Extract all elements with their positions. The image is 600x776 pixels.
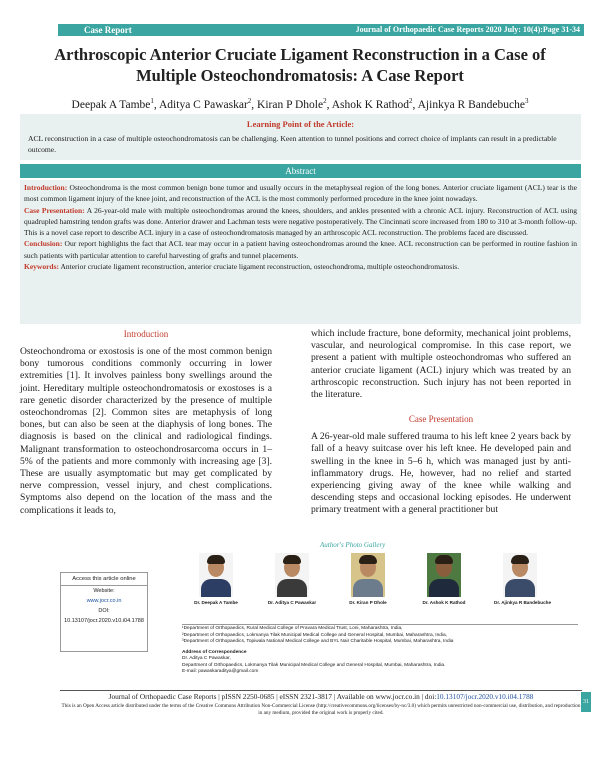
affiliations bbox=[182, 624, 578, 676]
abstract-heading: Abstract bbox=[20, 164, 581, 178]
correspondence-name: Dr. Aditya C Pawaskar, bbox=[182, 656, 231, 661]
page-number: 31 bbox=[581, 692, 591, 712]
author-photo bbox=[494, 553, 552, 605]
introduction-text: Osteochondroma or exostosis is one of the most common benign bony tumorous conditions commonly occurring in lower extremities [1]. It involves painless bony swellings around the joint. Hereditary multiple osteochondromatosis or exostoses is a rare genetic disorder characterized by the presence of multiple osteochondromas [2]. Common sites are metaphysis of long bones, but can also be seen at the diaphysis of long bones. The diagnosis is based on the clinical and radiological findings. Malignant transformation to osteochondrosarcoma occurs in 1–5% of the patients and more commonly with increasing age [3]. These are usually asymptomatic but may get complicated by nerve compression, vessel injury, and chest complications. Symptoms also depend on the location of the mass and the complications it leads to, bbox=[20, 346, 272, 516]
footer-divider bbox=[60, 690, 582, 691]
author-name: Aditya C Pawaskar bbox=[159, 98, 248, 111]
author-photo bbox=[190, 553, 242, 605]
author-portrait bbox=[275, 553, 309, 597]
access-heading: Access this article online bbox=[61, 573, 147, 586]
author-portrait bbox=[351, 553, 385, 597]
author-affil: 2 bbox=[247, 97, 252, 105]
abstract-conclusion-label: Conclusion: bbox=[24, 239, 63, 249]
website-link[interactable]: www.jocr.co.in bbox=[86, 598, 122, 604]
author-portrait bbox=[503, 553, 537, 597]
affiliation-line: ¹Department of Orthopaedics, Rural Medical College of Pravara Medical Trust, Loni, Maharashtra, India, bbox=[182, 626, 403, 631]
photo-caption: Dr. Kiran P Dhole bbox=[349, 600, 387, 605]
introduction-continued: which include fracture, bone deformity, mechanical joint problems, vascular, and neurological compromise. In this case report, we present a patient with multiple osteochondromas who suffered an anterior cruciate ligament (ACL) injury which was treated by an arthroscopic reconstruction. Such injury has not been reported in the literature. bbox=[311, 328, 571, 401]
affiliation-line: ²Department of Orthopaedics, Lokmanya Tilak Municipal Medical College and General Hospital, Mumbai, Maharashtra, India, bbox=[182, 632, 448, 638]
abstract-case-label: Case Presentation: bbox=[24, 205, 85, 215]
photo-gallery-label: Author's Photo Gallery bbox=[320, 541, 386, 549]
abstract-conclusion-text: Our report highlights the fact that ACL tear may occur in a patient having osteochondromas around the knee. ACL reconstruction can be performed in routine fashion in such patients with particular attention to careful harvesting of grafts and tunnel placements. bbox=[24, 239, 577, 260]
author-name: Ashok K Rathod bbox=[331, 98, 409, 111]
abstract-case-text: A 26-year-old male with multiple osteochondromas around the knees, shoulders, and ankles presented with a chronic ACL injury. Reconstruction of ACL using quadrupled hamstring tendon grafts was done. Anterior drawer and Lachman tests were negative postoperatively. The Cincinnati score increased from 180 to 310 at 3-month follow-up. This is a novel case report to describe ACL injury in a case of osteochondromatosis managed by an arthroscopic ACL reconstruction. The problems faced are discussed. bbox=[24, 205, 577, 238]
author-photo bbox=[342, 553, 394, 605]
correspondence-address: Department of Orthopaedics, Lokmanya Tilak Municipal Medical College and General Hospital, Mumbai, Maharashtra, India. bbox=[182, 662, 446, 668]
learning-point-text: ACL reconstruction in a case of multiple osteochondromatosis can be challenging. Keen attention to tunnel positions and correct choice of implants can result in a predictable outcome. bbox=[28, 134, 557, 154]
author-portrait bbox=[427, 553, 461, 597]
photo-caption: Dr. Ajinkya R Bandebuche bbox=[494, 600, 552, 605]
author-list: Deepak A Tambe$^1$, Aditya C Pawaskar$^2$, Kiran P Dhole$^2$, Ashok K Rathod$^2$, Ajinkya R Bandebuche$^3$ bbox=[71, 97, 529, 111]
author-photo bbox=[266, 553, 318, 605]
photo-caption: Dr. Aditya C Pawaskar bbox=[267, 600, 317, 605]
doi-label: DOI: bbox=[98, 608, 110, 614]
author-affil: 2 bbox=[409, 97, 413, 105]
author-affil: 2 bbox=[323, 97, 327, 105]
case-presentation-text: A 26-year-old male suffered trauma to his left knee 2 years back by fall of a heavy suitcase over his left knee. He developed pain and swelling in the knee in 5–6 h, which was managed just by anti-inflammatory drugs. He, however, had no relief and started experiencing giving away of the knee while walking and descending steps and occasional locking episodes. He underwent primary treatment with a general practitioner but bbox=[311, 431, 571, 516]
abstract-body bbox=[20, 180, 581, 324]
footer-citation bbox=[60, 692, 582, 702]
keywords-label: Keywords: bbox=[24, 262, 59, 272]
learning-point-heading: Learning Point of the Article: bbox=[246, 119, 355, 129]
article-type-badge: Case Report bbox=[84, 25, 132, 35]
author-photos bbox=[190, 553, 570, 617]
author-photo bbox=[418, 553, 470, 605]
case-presentation-heading: Case Presentation bbox=[408, 414, 474, 425]
doi-value[interactable]: 10.13107/jocr.2020.v10.i04.1788 bbox=[64, 618, 144, 624]
learning-point-box bbox=[20, 114, 581, 160]
website-label: Website: bbox=[93, 588, 115, 594]
footer-journal-info: Journal of Orthopaedic Case Reports | pISSN 2250-0685 | eISSN 2321-3817 | Available on www.jocr.co.in | doi: bbox=[108, 692, 437, 701]
left-column bbox=[20, 328, 272, 517]
photo-caption: Dr. Ashok K Rathod bbox=[422, 600, 466, 605]
abstract-intro-text: Osteochondroma is the most common benign bone tumor and usually occurs in the metaphyseal region of the long bones. Anterior cruciate ligament (ACL) tear is the most common ligament injury of the knee joint, and reconstruction of the ACL is the most commonly performed procedure in the knee joint nowadays. bbox=[24, 183, 577, 204]
correspondence-email[interactable]: E-mail: pawaskaraditya@gmail.com bbox=[182, 669, 259, 674]
right-column bbox=[311, 328, 571, 517]
author-name: Kiran P Dhole bbox=[257, 98, 324, 111]
author-affil: 1 bbox=[150, 97, 154, 105]
author-portrait bbox=[199, 553, 233, 597]
access-article-box bbox=[60, 572, 148, 652]
footer-license: This is an Open Access article distributed under the terms of the Creative Commons Attribution Non-Commercial License (http://creativecommons.org/licenses/by-nc/3.0) which permits unrestricted non-commercial use, distribution, and reproduction in any medium, provided the original work is properly cited. bbox=[61, 703, 581, 716]
correspondence-heading: Address of Correspondence bbox=[182, 649, 247, 655]
header-bar bbox=[58, 24, 584, 36]
affiliation-line: ³Department of Orthopaedics, Topiwala National Medical College and BYL Nair Charitable Hospital, Mumbai, Maharashtra, India bbox=[182, 639, 454, 644]
article-title: Arthroscopic Anterior Cruciate Ligament Reconstruction in a Case of Multiple Osteochondromatosis: A Case Report bbox=[54, 45, 546, 85]
author-name: Ajinkya R Bandebuche bbox=[417, 98, 525, 111]
author-name: Deepak A Tambe bbox=[71, 98, 151, 111]
photo-caption: Dr. Deepak A Tambe bbox=[194, 600, 238, 605]
abstract-intro-label: Introduction: bbox=[24, 183, 68, 192]
author-affil: 3 bbox=[524, 97, 529, 105]
journal-citation: Journal of Orthopaedic Case Reports 2020 July: 10(4):Page 31-34 bbox=[355, 25, 580, 34]
introduction-heading: Introduction bbox=[123, 329, 169, 339]
footer-doi-link[interactable]: 10.13107/jocr.2020.v10.i04.1788 bbox=[436, 692, 534, 701]
keywords-text: Anterior cruciate ligament reconstruction, anterior cruciate ligament reconstruction, osteochondroma, multiple osteochondromatosis. bbox=[59, 262, 460, 272]
